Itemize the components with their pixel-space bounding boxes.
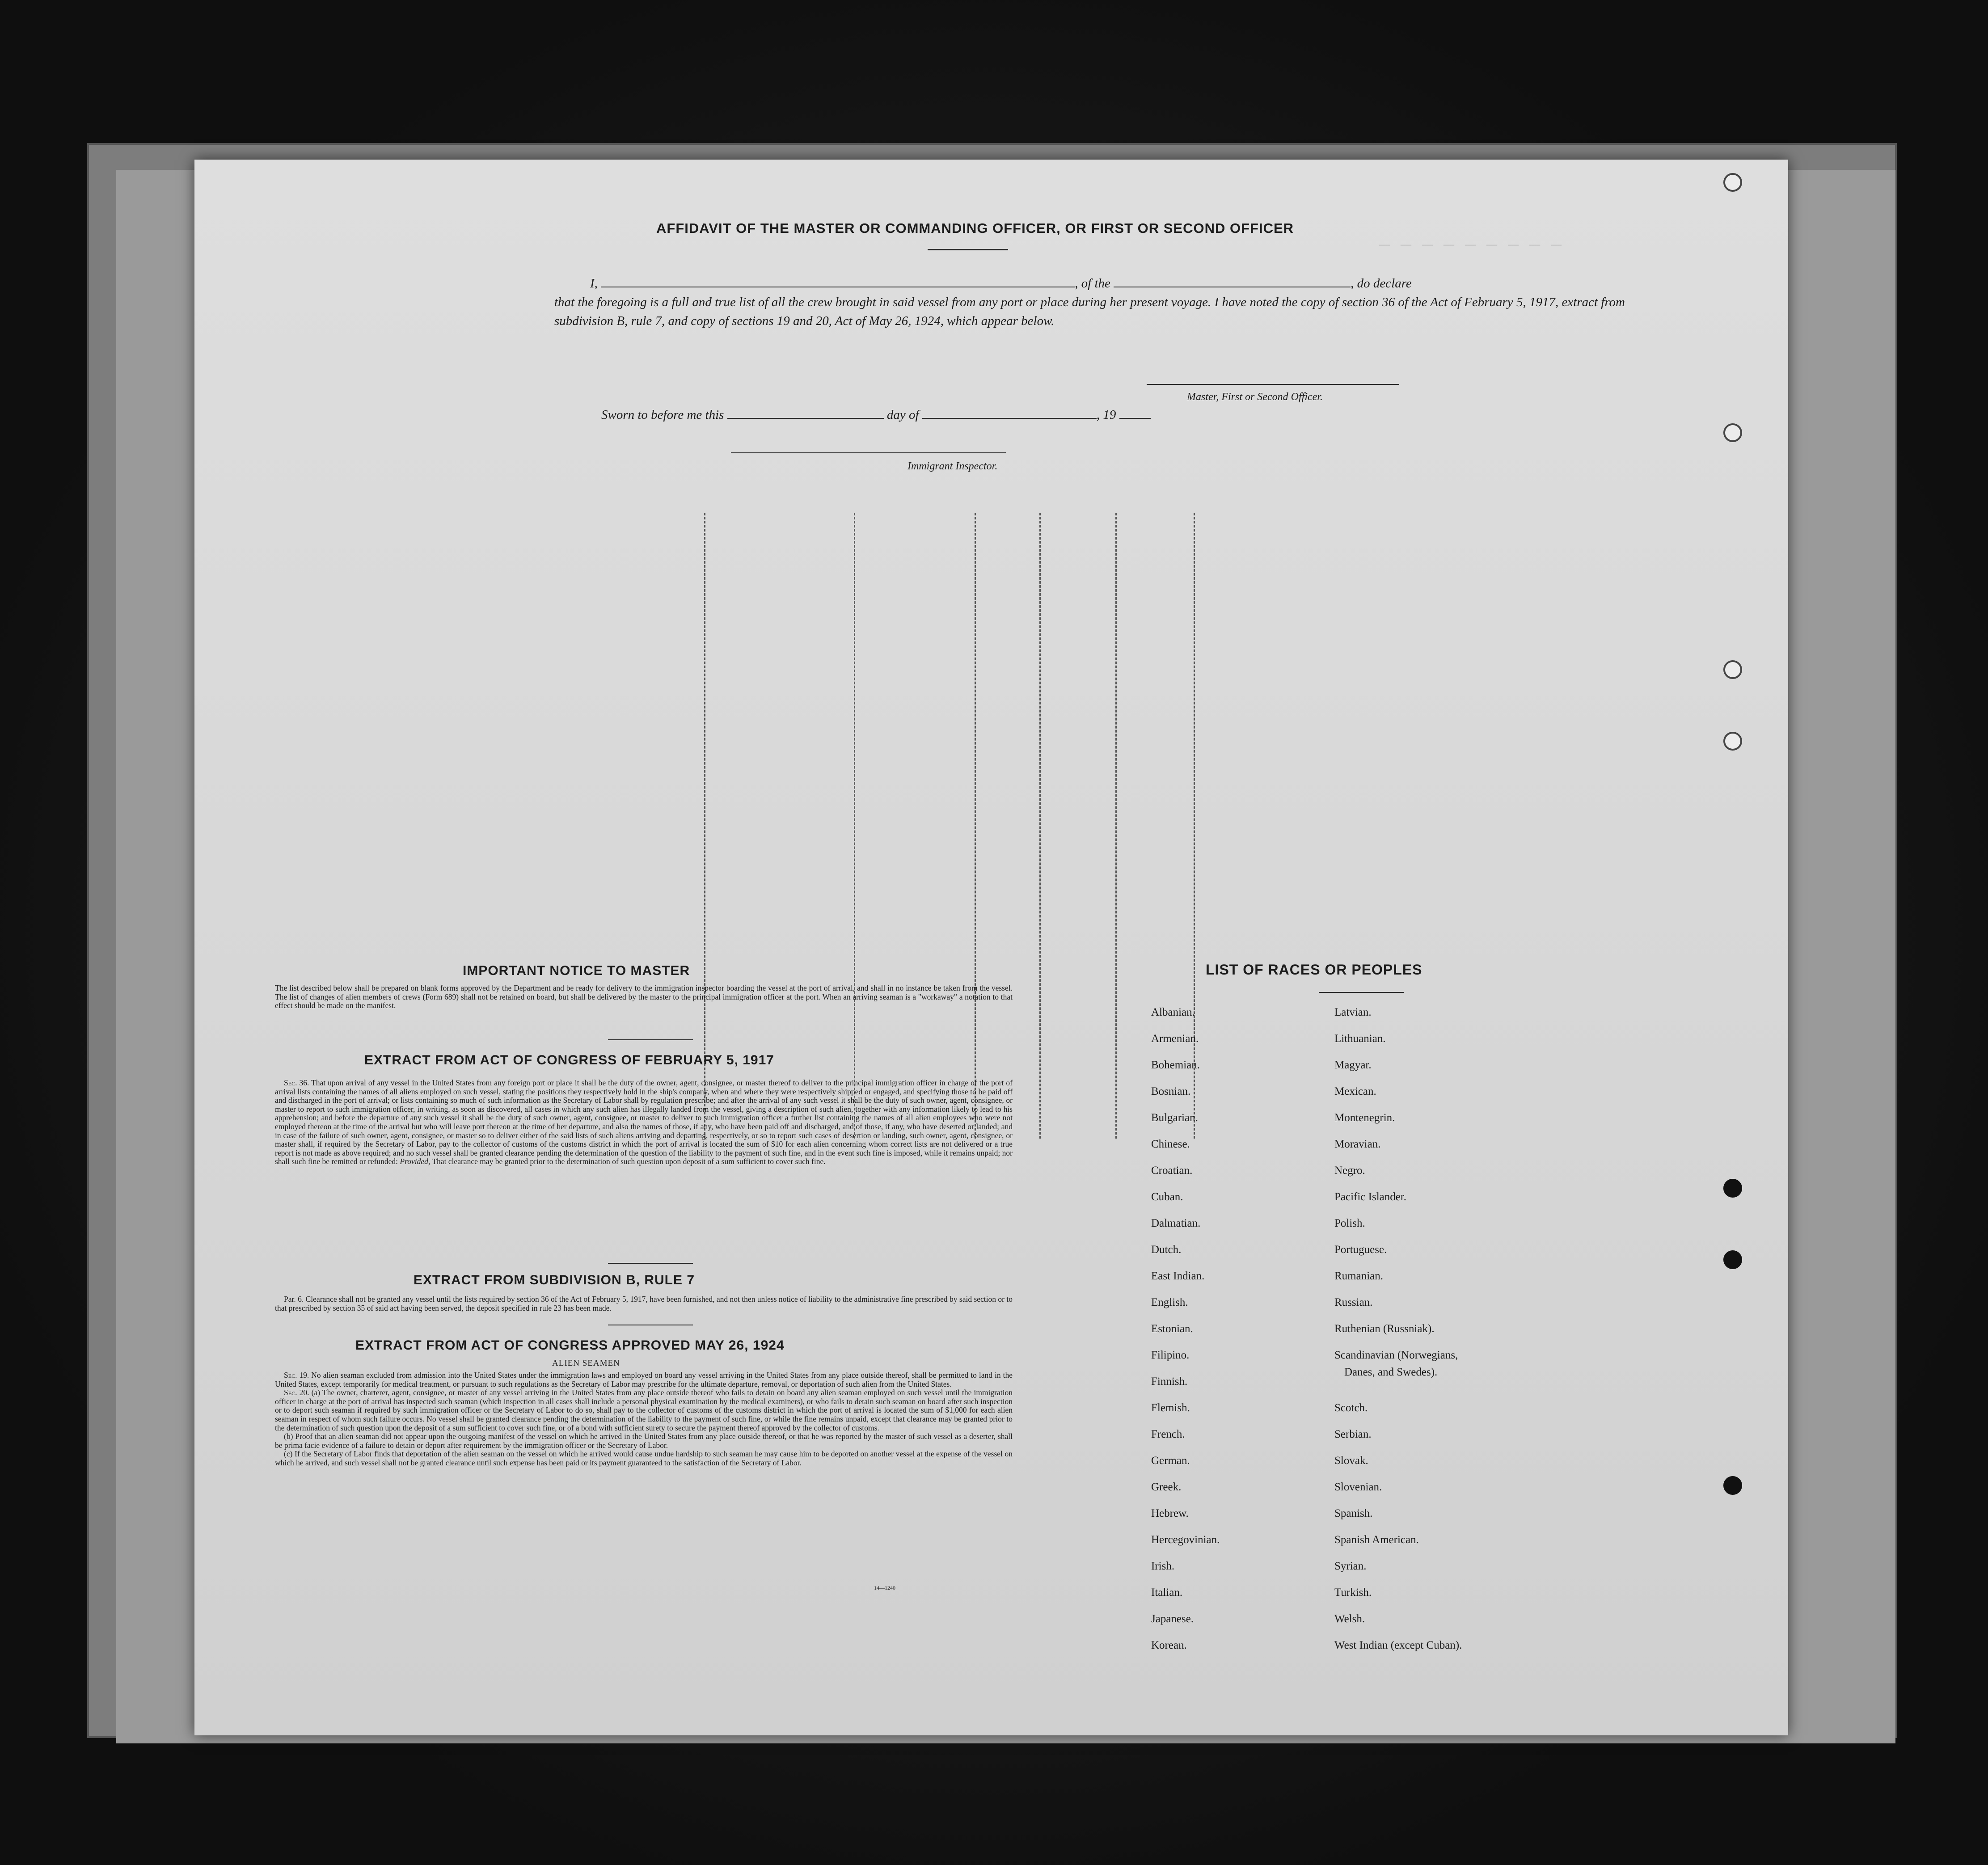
race-item: East Indian. [1151, 1270, 1205, 1282]
section-20-label: Sec. 20. [284, 1388, 309, 1397]
affidavit-of-the: , of the [1075, 276, 1110, 291]
column-guide [854, 513, 855, 1139]
binder-hole [1723, 423, 1742, 442]
race-item: Scandinavian (Norwegians, [1334, 1349, 1458, 1361]
race-item: Syrian. [1334, 1560, 1367, 1572]
race-item: Russian. [1334, 1296, 1373, 1308]
sworn-prefix: Sworn to before me this [601, 408, 724, 422]
race-item: Slovak. [1334, 1455, 1368, 1467]
race-item: Portuguese. [1334, 1244, 1387, 1256]
section-19-text: No alien seaman excluded from admission into the United States under the immigration laws and employed on board any vessel arriving in the United States from any place outside thereof, shall be permitted to land in the United States, except temporarily for medical treatment, or pursuant to such regulations as the Secretary of Labor may prescribe for the ultimate departure, removal, or deportation of such alien from the United States. [275, 1371, 1013, 1388]
bleed-through-marks: — — — — — — — — — [1379, 236, 1562, 256]
race-item: Armenian. [1151, 1033, 1199, 1045]
binder-hole [1723, 660, 1742, 679]
race-item: Estonian. [1151, 1323, 1193, 1335]
race-item: Pacific Islander. [1334, 1191, 1407, 1203]
race-item: Japanese. [1151, 1613, 1194, 1625]
extract-rule7-body: Par. 6. Clearance shall not be granted any vessel until the lists required by section 36 of the Act of February 5, 1917, have been furnished, and not then unless notice of liability to the administrative fine prescribed by said section or to that prescribed by section 35 of said act having been served, the deposit specified in rule 23 has been made. [275, 1295, 1013, 1312]
race-item: Croatian. [1151, 1165, 1193, 1177]
race-item: Chinese. [1151, 1138, 1190, 1150]
race-item: Lithuanian. [1334, 1033, 1386, 1045]
race-item: Negro. [1334, 1165, 1365, 1177]
races-divider [1319, 992, 1404, 993]
race-item: Bulgarian. [1151, 1112, 1198, 1124]
extract-1917-sec-label: Sec. 36. [284, 1078, 309, 1087]
races-list-left [1151, 999, 1321, 1658]
race-item: Dalmatian. [1151, 1217, 1201, 1229]
extract-rule7-title: EXTRACT FROM SUBDIVISION B, RULE 7 [414, 1273, 695, 1287]
race-item: Polish. [1334, 1217, 1365, 1229]
race-item: Greek. [1151, 1481, 1182, 1493]
race-item: Hercegovinian. [1151, 1534, 1220, 1546]
race-item: Ruthenian (Russniak). [1334, 1323, 1435, 1335]
race-item: German. [1151, 1455, 1190, 1467]
sworn-day-of: day of [886, 408, 919, 422]
race-item: Irish. [1151, 1560, 1175, 1572]
column-guide [704, 513, 705, 1139]
affidavit-declare: , do declare [1351, 276, 1412, 291]
section-19-label: Sec. 19. [284, 1371, 309, 1380]
notice-title: IMPORTANT NOTICE TO MASTER [463, 963, 690, 978]
race-item: Hebrew. [1151, 1507, 1189, 1519]
race-item: Rumanian. [1334, 1270, 1384, 1282]
sworn-line [601, 405, 1451, 424]
extract-1924-title: EXTRACT FROM ACT OF CONGRESS APPROVED MAY 26, 1924 [355, 1338, 785, 1353]
section-divider [608, 1263, 693, 1264]
race-item: Montenegrin. [1334, 1112, 1395, 1124]
affidavit-i-label: I, [590, 276, 598, 291]
race-item: Turkish. [1334, 1587, 1372, 1599]
inspector-signature-line[interactable] [731, 452, 1006, 453]
section-20c: (c) If the Secretary of Labor finds that deportation of the alien seaman on the vessel on which he arrived would cause undue hardship to such seaman he may cause him to be deported on another vessel at the expense of the vessel on which he arrived, and such vessel shall not be granted clearance until such expense has been paid or its payment guaranteed to the satisfaction of the Secretary of Labor. [275, 1449, 1013, 1467]
race-item: English. [1151, 1296, 1188, 1308]
affidavit-title: AFFIDAVIT OF THE MASTER OR COMMANDING OFFICER, OR FIRST OR SECOND OFFICER [656, 220, 1294, 236]
race-item: Finnish. [1151, 1376, 1188, 1388]
section-20b: (b) Proof that an alien seaman did not appear upon the outgoing manifest of the vessel on which he arrived in the United States from any place outside thereof, or that he was reported by the master of such vessel as a deserter, shall be prima facie evidence of a failure to detain or deport after requirement by the immigration officer or the Secretary of Labor. [275, 1432, 1013, 1450]
race-item: Bohemian. [1151, 1059, 1200, 1071]
section-divider [608, 1039, 693, 1040]
race-item: Flemish. [1151, 1402, 1190, 1414]
races-title: LIST OF RACES OR PEOPLES [1206, 962, 1422, 978]
race-item: Bosnian. [1151, 1085, 1191, 1097]
race-item: Spanish American. [1334, 1534, 1419, 1546]
race-item: West Indian (except Cuban). [1334, 1639, 1462, 1651]
signature-line[interactable] [1147, 384, 1399, 385]
title-divider [928, 249, 1008, 250]
extract-1917-text: That upon arrival of any vessel in the United States from any foreign port or place it shall be the duty of the owner, agent, consignee, or master thereof to deliver to the principal immigration officer in charge of the port of arrival lists containing the names of all aliens employed on such vessel, stating the positions they respectively hold in the ship's company, when and where they were respectively shipped or engaged, and specifying those to be paid off and discharged in the port of arrival; or lists containing so much of such information as the Secretary of Labor shall by regulation prescribe; and after the arrival of any such vessel it shall be the duty of such owner, agent, consignee, or master to report to such immigration officer, in writing, as soon as discovered, all cases in which any such alien has illegally landed from the vessel, giving a description of such alien, together with any information likely to lead to his apprehension; and before the departure of any such vessel it shall be the duty of such owner, agent, consignee, or master to deliver to such immigration officer a further list containing the names of all alien employees who were not employed thereon at the time of the arrival but who will leave port thereon at the time of her departure, and also the names of those, if any, who have been paid off and discharged, and of those, if any, who have deserted or landed; and in case of the failure of such owner, agent, consignee, or master so to deliver either of the said lists of such aliens arriving and departing, respectively, or so to report such cases of desertion or landing, such owner, agent, consignee, or master shall, if required by the Secretary of Labor, pay to the collector of customs of the customs district in which the port of arrival is located the sum of $10 for each alien concerning whom correct lists are not delivered or a true report is not made as above required; and no such vessel shall be granted clearance pending the determination of the question of the liability to the payment of such fine, and in the event such fine is imposed, while it remains unpaid; nor shall such fine be remitted or refunded: [275, 1078, 1013, 1166]
extract-1924-body [275, 1371, 1013, 1468]
column-guide [975, 513, 976, 1139]
sworn-day-blank[interactable] [727, 418, 884, 419]
race-item: Welsh. [1334, 1613, 1365, 1625]
race-item: Italian. [1151, 1587, 1183, 1599]
races-list-right [1334, 999, 1567, 1658]
race-item: Slovenian. [1334, 1481, 1382, 1493]
extract-1917-title: EXTRACT FROM ACT OF CONGRESS OF FEBRUARY 5, 1917 [364, 1053, 774, 1068]
extract-1924-subtitle: ALIEN SEAMEN [552, 1359, 620, 1368]
race-item: Danes, and Swedes). [1344, 1366, 1438, 1378]
binder-hole [1723, 1250, 1742, 1269]
binder-hole [1723, 1179, 1742, 1198]
sworn-year: , 19 [1096, 408, 1116, 422]
race-item: Spanish. [1334, 1507, 1373, 1519]
binder-hole [1723, 1476, 1742, 1495]
race-item: Latvian. [1334, 1006, 1372, 1018]
notice-body: The list described below shall be prepared on blank forms approved by the Department and be ready for delivery to the immigration inspector boarding the vessel at the port of arrival, and shall in no instance be taken from the vessel. The list of changes of alien members of crews (Form 689) shall not be retained on board, but shall be delivered by the master to the principal immigration officer at the port. When an arriving seaman is a "workaway" a notation to that effect should be made on the manifest. [275, 983, 1013, 1010]
race-item: Filipino. [1151, 1349, 1190, 1361]
form-number: 14—1240 [874, 1585, 895, 1591]
affidavit-first-line [554, 274, 1627, 293]
binder-hole [1723, 173, 1742, 192]
extract-1917-proviso: That clearance may be granted prior to the determination of such question upon deposit of a sum sufficient to cover such fine. [432, 1157, 826, 1166]
column-guide [1039, 513, 1041, 1139]
section-20a [275, 1388, 1013, 1432]
affidavit-body: that the foregoing is a full and true list of all the crew brought in said vessel from any port or place during her present voyage. I have noted the copy of section 36 of the Act of February 5, 1917, extract from subdivision B, rule 7, and copy of sections 19 and 20, Act of May 26, 1924, which appear below. [554, 295, 1625, 328]
signature-label: Master, First or Second Officer. [1187, 391, 1323, 403]
inspector-label: Immigrant Inspector. [907, 460, 998, 472]
race-item: Scotch. [1334, 1402, 1368, 1414]
section-20a-text: (a) The owner, charterer, agent, consignee, or master of any vessel arriving in the United States from any place outside thereof who fails to detain on board any alien seaman employed on such vessel until the immigration officer in charge at the port of arrival has inspected such seaman (which inspection in all cases shall include a personal physical examination by the medical examiners), or who fails to detain such seaman on board after such inspection or to deport such seaman if required by such immigration officer or the Secretary of Labor to do so, shall pay to the collector of customs of the customs district in which the port of arrival is located the sum of $1,000 for each alien seaman in respect of whom such failure occurs. No vessel shall be granted clearance pending the determination of the liability to the payment of such fine, or while the fine remains unpaid, except that clearance may be granted prior to the determination of such question upon the deposit of a sum sufficient to cover such fine, or of a bond with sufficient surety to secure the payment thereof approved by the collector of customs. [275, 1388, 1013, 1432]
form-page [194, 160, 1788, 1735]
extract-1917-body [275, 1079, 1013, 1166]
race-item: Albanian. [1151, 1006, 1195, 1018]
race-item: Serbian. [1334, 1428, 1372, 1440]
race-item: Moravian. [1334, 1138, 1381, 1150]
race-item: Mexican. [1334, 1085, 1376, 1097]
race-item: Korean. [1151, 1639, 1187, 1651]
race-item: French. [1151, 1428, 1185, 1440]
extract-1917-proviso-label: Provided, [400, 1157, 431, 1166]
race-item: Dutch. [1151, 1244, 1182, 1256]
binder-hole [1723, 732, 1742, 751]
section-19 [275, 1371, 1013, 1388]
sworn-month-blank[interactable] [922, 418, 1097, 419]
sworn-year-blank[interactable] [1119, 418, 1151, 419]
race-item: Magyar. [1334, 1059, 1372, 1071]
column-guide [1115, 513, 1117, 1139]
race-item: Cuban. [1151, 1191, 1183, 1203]
